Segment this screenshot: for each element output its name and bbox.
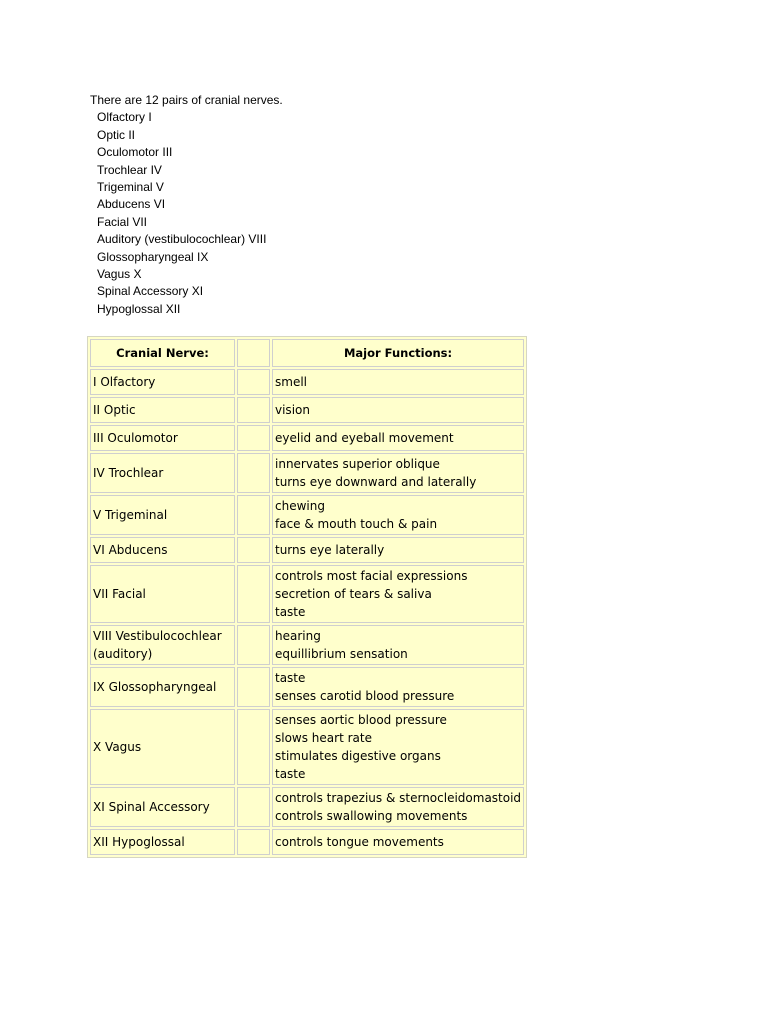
spacer-cell	[237, 537, 270, 563]
table-header-row	[90, 339, 524, 367]
spacer-cell	[237, 369, 270, 395]
spacer-cell	[237, 565, 270, 623]
functions-cell	[272, 425, 524, 451]
list-item: Glossopharyngeal IX	[97, 249, 209, 264]
cranial-nerve-table	[87, 336, 527, 858]
functions-cell-line: taste	[275, 767, 306, 781]
list-item: Oculomotor III	[97, 145, 173, 160]
spacer-cell	[237, 709, 270, 785]
nerve-cell	[90, 625, 235, 665]
table-row	[90, 369, 524, 395]
table-row	[90, 425, 524, 451]
functions-cell	[272, 787, 524, 827]
header-spacer	[237, 339, 270, 367]
functions-cell-line: senses carotid blood pressure	[275, 689, 455, 703]
functions-cell-line: controls trapezius & sternocleidomastoid	[275, 791, 522, 805]
functions-cell-line: chewing	[275, 499, 325, 513]
functions-cell	[272, 565, 524, 623]
nerve-cell-line: I Olfactory	[93, 375, 156, 389]
functions-cell-line: senses aortic blood pressure	[275, 713, 447, 727]
spacer-cell	[237, 453, 270, 493]
table-row	[90, 397, 524, 423]
functions-cell-line: equillibrium sensation	[275, 647, 408, 661]
table-row	[90, 667, 524, 707]
nerve-cell	[90, 565, 235, 623]
nerve-cell-line: VII Facial	[93, 587, 146, 601]
nerve-cell	[90, 453, 235, 493]
nerve-cell-line: (auditory)	[93, 647, 153, 661]
nerve-cell-line: XII Hypoglossal	[93, 835, 185, 849]
table-row	[90, 565, 524, 623]
nerve-cell	[90, 537, 235, 563]
nerve-cell-line: VIII Vestibulocochlear	[93, 629, 222, 643]
functions-cell-line: controls swallowing movements	[275, 809, 468, 823]
list-item: Vagus X	[97, 267, 142, 282]
functions-cell-line: controls most facial expressions	[275, 569, 468, 583]
intro-section	[90, 92, 283, 318]
functions-cell-line: face & mouth touch & pain	[275, 517, 438, 531]
nerve-cell	[90, 495, 235, 535]
spacer-cell	[237, 397, 270, 423]
nerve-cell-line: V Trigeminal	[93, 508, 168, 522]
list-item: Abducens VI	[97, 197, 166, 212]
functions-cell-line: taste	[275, 671, 306, 685]
list-item: Hypoglossal XII	[97, 301, 181, 316]
nerve-cell	[90, 397, 235, 423]
nerve-cell-line: III Oculomotor	[93, 431, 178, 445]
nerve-cell	[90, 829, 235, 855]
nerve-cell-line: II Optic	[93, 403, 136, 417]
functions-cell-line: innervates superior oblique	[275, 457, 440, 471]
functions-cell-line: secretion of tears & saliva	[275, 587, 432, 601]
table-row	[90, 537, 524, 563]
spacer-cell	[237, 829, 270, 855]
functions-cell	[272, 453, 524, 493]
functions-cell	[272, 537, 524, 563]
nerve-cell	[90, 369, 235, 395]
functions-cell	[272, 829, 524, 855]
functions-cell	[272, 495, 524, 535]
spacer-cell	[237, 495, 270, 535]
nerve-cell	[90, 667, 235, 707]
list-item: Trochlear IV	[97, 162, 162, 177]
functions-cell-line: smell	[275, 375, 307, 389]
functions-cell-line: stimulates digestive organs	[275, 749, 441, 763]
nerve-cell	[90, 709, 235, 785]
functions-cell-line: eyelid and eyeball movement	[275, 431, 454, 445]
table-body	[90, 369, 524, 855]
functions-cell	[272, 397, 524, 423]
spacer-cell	[237, 625, 270, 665]
spacer-cell	[237, 425, 270, 451]
nerve-cell-line: X Vagus	[93, 740, 142, 754]
spacer-cell	[237, 787, 270, 827]
nerve-cell	[90, 787, 235, 827]
table-row	[90, 829, 524, 855]
list-item: Auditory (vestibulocochlear) VIII	[97, 232, 267, 247]
functions-cell-line: hearing	[275, 629, 321, 643]
table-row	[90, 709, 524, 785]
header-cranial-nerve: Cranial Nerve:	[90, 339, 235, 367]
functions-cell-line: turns eye downward and laterally	[275, 475, 477, 489]
table-row	[90, 453, 524, 493]
functions-cell	[272, 709, 524, 785]
functions-cell-line: vision	[275, 403, 310, 417]
nerve-cell-line: XI Spinal Accessory	[93, 800, 210, 814]
nerve-cell-line: IV Trochlear	[93, 466, 164, 480]
nerve-cell-line: VI Abducens	[93, 543, 168, 557]
functions-cell	[272, 369, 524, 395]
header-major-functions: Major Functions:	[272, 339, 524, 367]
table-row	[90, 495, 524, 535]
list-item: Trigeminal V	[97, 180, 164, 195]
functions-cell-line: turns eye laterally	[275, 543, 385, 557]
functions-cell-line: slows heart rate	[275, 731, 372, 745]
list-item: Optic II	[97, 127, 136, 142]
list-item: Facial VII	[97, 214, 148, 229]
list-item: Olfactory I	[97, 110, 152, 125]
nerve-list	[90, 109, 283, 318]
functions-cell-line: controls tongue movements	[275, 835, 444, 849]
nerve-cell	[90, 425, 235, 451]
spacer-cell	[237, 667, 270, 707]
functions-cell-line: taste	[275, 605, 306, 619]
functions-cell	[272, 667, 524, 707]
table-row	[90, 787, 524, 827]
table-row	[90, 625, 524, 665]
list-item: Spinal Accessory XI	[97, 284, 204, 299]
nerve-cell-line: IX Glossopharyngeal	[93, 680, 217, 694]
functions-cell	[272, 625, 524, 665]
intro-lead: There are 12 pairs of cranial nerves.	[90, 93, 283, 107]
